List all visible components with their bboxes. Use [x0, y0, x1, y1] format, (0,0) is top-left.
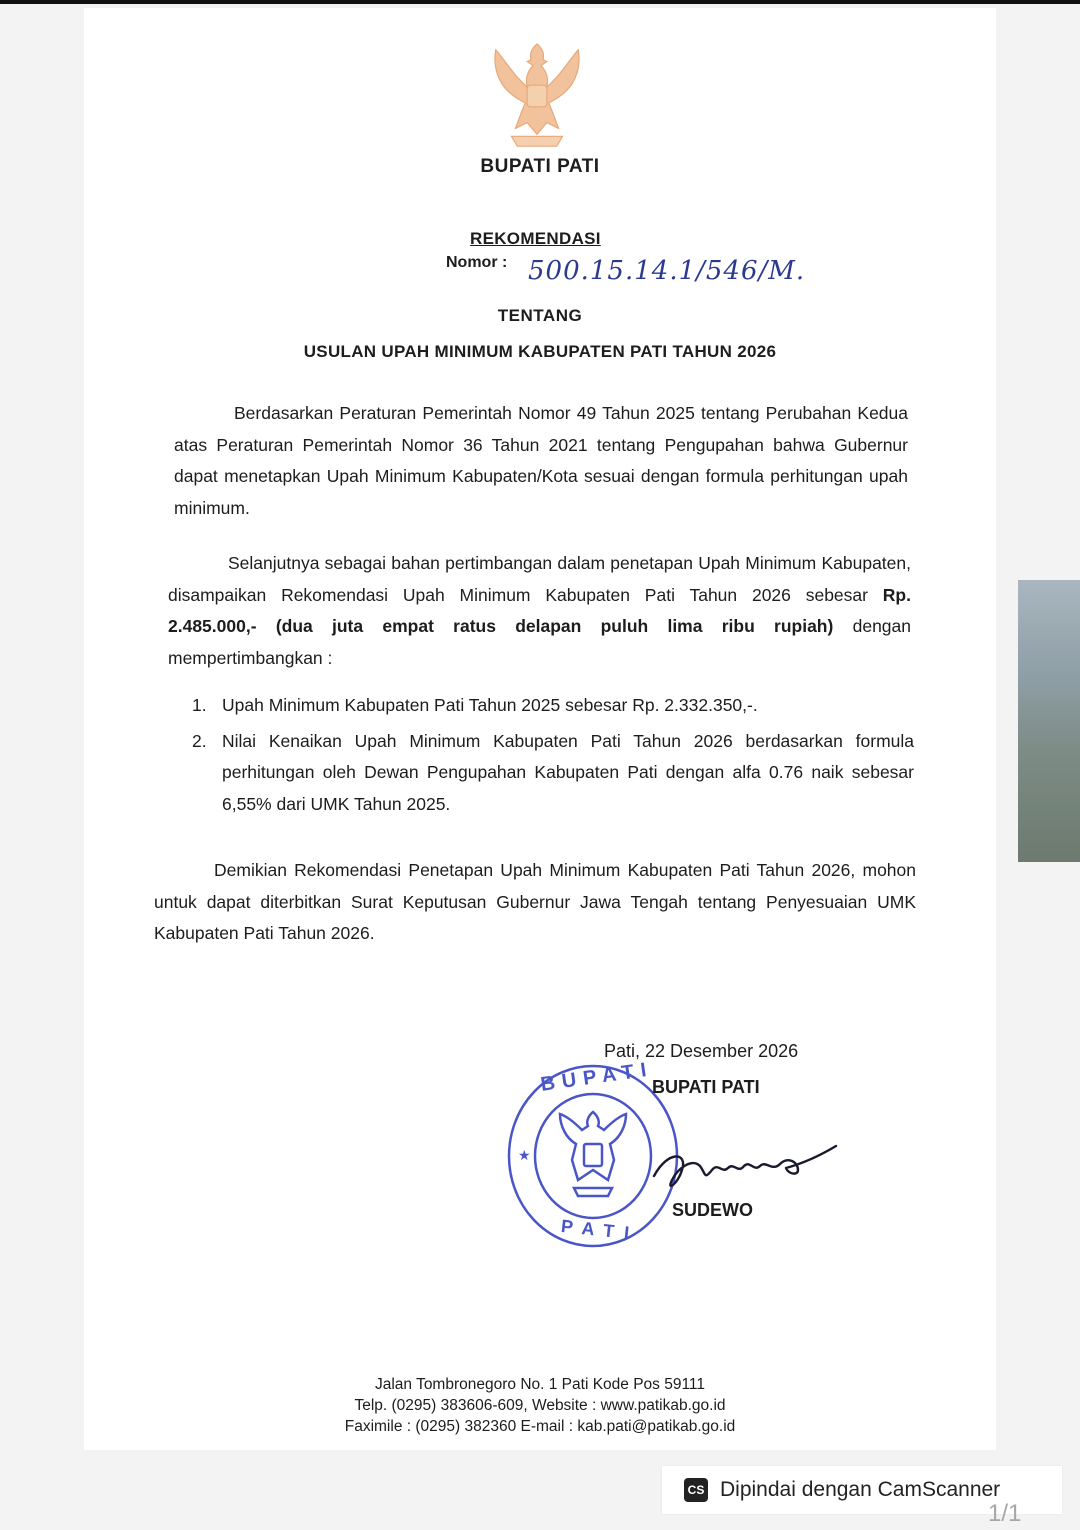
- recommendation-intro: Selanjutnya sebagai bahan pertimbangan dalam penetapan Upah Minimum Kabupaten, disampaikan Rekomendasi Upah Minimum Kabupaten Pati Tahun 2026 sebesar: [168, 553, 911, 605]
- list-item-text: Nilai Kenaikan Upah Minimum Kabupaten Pati Tahun 2026 berdasarkan formula perhitungan oleh Dewan Pengupahan Kabupaten Pati dengan alfa 0.76 naik sebesar 6,55% dari UMK Tahun 2025.: [222, 730, 914, 814]
- svg-text:★: ★: [518, 1148, 531, 1164]
- handwritten-signature-icon: [648, 1140, 840, 1196]
- recommended-amount-words: (dua juta empat ratus delapan puluh lima ribu rupiah): [275, 616, 834, 636]
- page-counter: 1/1: [988, 1500, 1022, 1527]
- top-border: [0, 0, 1080, 4]
- footer-contact: [0, 1374, 1080, 1437]
- tentang-heading: TENTANG: [497, 306, 583, 325]
- paragraph-recommendation: [168, 548, 911, 674]
- stamp-text-bottom: PATI: [560, 1215, 641, 1245]
- list-item-number: 2.: [192, 730, 207, 751]
- paragraph-closing: Demikian Rekomendasi Penetapan Upah Minimum Kabupaten Pati Tahun 2026, mohon untuk dapat diterbitkan Surat Keputusan Gubernur Jawa Tengah tentang Penyesuaian UMK Kabupaten Pati Tahun 2026.: [154, 860, 916, 943]
- stamp-text-top: BUPATI: [539, 1058, 655, 1096]
- signatory-title: BUPATI PATI: [652, 1077, 760, 1097]
- paragraph-legal-basis: Berdasarkan Peraturan Pemerintah Nomor 49 Tahun 2025 tentang Perubahan Kedua atas Peraturan Pemerintah Nomor 36 Tahun 2021 tentang Pengupahan bahwa Gubernur dapat menetapkan Upah Minimum Kabupaten/Kota sesuai dengan formula perhitungan upah minimum.: [174, 403, 908, 518]
- list-item: [192, 690, 914, 722]
- considerations-list: [192, 690, 914, 824]
- garuda-emblem-icon: [478, 38, 596, 156]
- document-title: REKOMENDASI: [470, 229, 601, 248]
- subject-heading: USULAN UPAH MINIMUM KABUPATEN PATI TAHUN 2026: [303, 342, 777, 361]
- nomor-handwritten-value: 500.15.14.1/546/M.: [528, 256, 806, 286]
- footer-fax: Faximile : (0295) 382360 E-mail : kab.pati@patikab.go.id: [344, 1418, 736, 1435]
- list-item: [192, 726, 914, 821]
- list-item-number: 1.: [192, 695, 207, 715]
- signatory-name: SUDEWO: [672, 1200, 753, 1220]
- footer-telp: Telp. (0295) 383606-609, Website : www.patikab.go.id: [354, 1397, 726, 1414]
- recommendation-outro: dengan mempertimbangkan :: [168, 616, 912, 668]
- footer-address: Jalan Tombronegoro No. 1 Pati Kode Pos 59111: [374, 1376, 706, 1393]
- background-photo-edge: [1018, 580, 1080, 862]
- letterhead-title: BUPATI PATI: [480, 156, 600, 177]
- camscanner-logo-icon: CS: [684, 1478, 708, 1502]
- nomor-label: Nomor :: [446, 254, 508, 271]
- place-date: Pati, 22 Desember 2026: [604, 1041, 799, 1061]
- list-item-text: Upah Minimum Kabupaten Pati Tahun 2025 sebesar Rp. 2.332.350,-.: [222, 695, 758, 715]
- recommended-amount: Rp. 2.485.000,-: [168, 584, 911, 636]
- camscanner-text: Dipindai dengan CamScanner: [720, 1478, 1001, 1501]
